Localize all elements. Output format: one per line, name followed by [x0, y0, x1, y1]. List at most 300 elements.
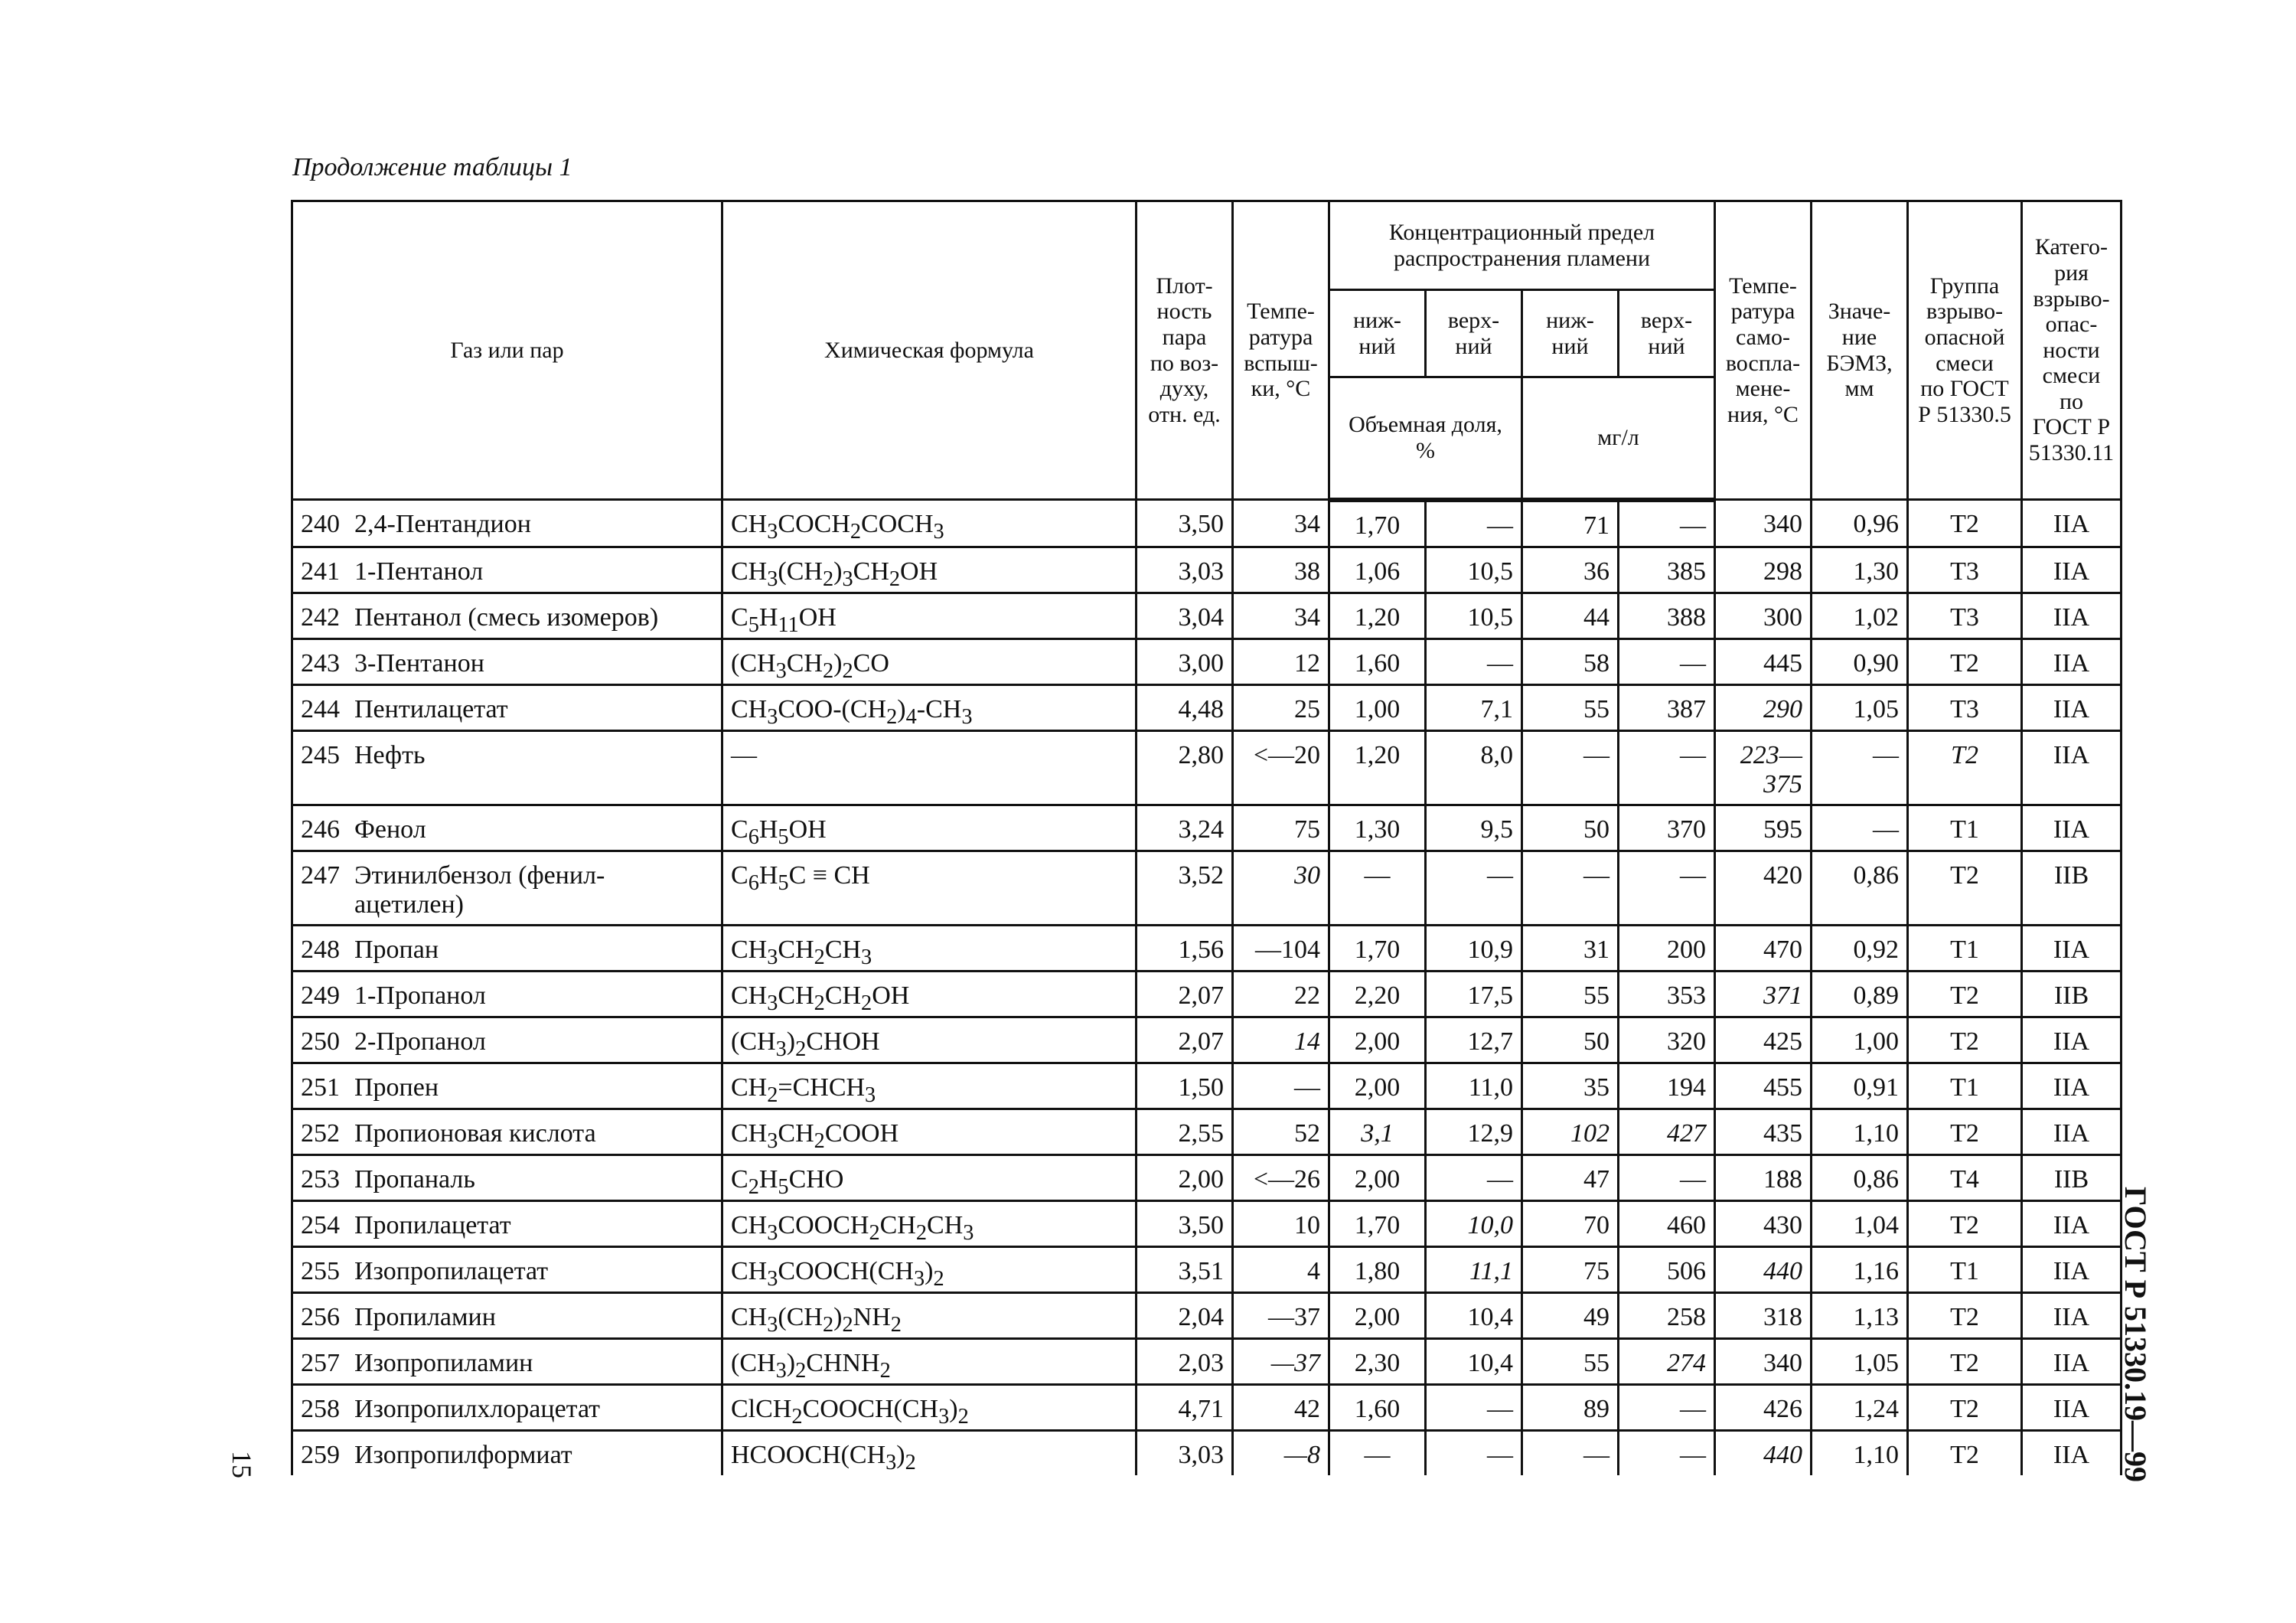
table-row: [292, 638, 2122, 684]
substance-name: Изопропилхлорацетат: [354, 1394, 601, 1423]
substance-name: 1-Пропанол: [354, 981, 486, 1010]
cell-autoignition: 470: [1715, 925, 1812, 971]
cell-flash-point: —104: [1233, 925, 1329, 971]
cell-lower-mgl: 70: [1522, 1200, 1619, 1246]
cell-group: T3: [1908, 547, 2022, 593]
cell-gas-name: [292, 1292, 722, 1338]
cell-flash-point: 34: [1233, 593, 1329, 638]
cell-flash-point: 12: [1233, 638, 1329, 684]
cell-flash-point: 22: [1233, 971, 1329, 1017]
cell-upper-vol: 8,0: [1426, 730, 1522, 805]
cell-flash-point: 38: [1233, 547, 1329, 593]
substance-name: Этинилбензол (фенил- ацетилен): [354, 860, 605, 919]
cell-gas-name: [292, 1200, 722, 1246]
substance-name: Пропаналь: [354, 1164, 475, 1194]
cell-upper-mgl: 200: [1619, 925, 1715, 971]
cell-upper-vol: 10,4: [1426, 1292, 1522, 1338]
row-number: 249: [301, 981, 340, 1010]
cell-formula: $C_6H_5C$ ≡ CH: [722, 851, 1137, 925]
cell-flash-point: 75: [1233, 805, 1329, 851]
cell-autoignition: 440: [1715, 1430, 1812, 1475]
cell-bemz: 0,90: [1812, 638, 1908, 684]
header-formula: Химическая формула: [722, 201, 1137, 500]
cell-lower-vol: —: [1329, 851, 1426, 925]
cell-group: T2: [1908, 1384, 2022, 1430]
cell-upper-vol: —: [1426, 638, 1522, 684]
cell-upper-mgl: —: [1619, 851, 1715, 925]
substance-name: Пропен: [354, 1073, 439, 1102]
cell-lower-vol: —: [1329, 1430, 1426, 1475]
cell-formula: $CH_3CH_2CH_2OH$: [722, 971, 1137, 1017]
cell-lower-mgl: —: [1522, 1430, 1619, 1475]
cell-flash-point: 4: [1233, 1246, 1329, 1292]
header-group: Группа взрыво- опасной смеси по ГОСТ Р 51330.5: [1908, 201, 2022, 500]
cell-bemz: 0,92: [1812, 925, 1908, 971]
cell-density: 3,50: [1137, 1200, 1233, 1246]
cell-bemz: —: [1812, 730, 1908, 805]
cell-lower-vol: 1,80: [1329, 1246, 1426, 1292]
cell-lower-vol: 1,06: [1329, 547, 1426, 593]
cell-gas-name: [292, 547, 722, 593]
header-lower-mgl: ниж- ний: [1522, 290, 1619, 377]
cell-formula: $CH_3CH_2COOH$: [722, 1109, 1137, 1154]
cell-density: 2,07: [1137, 1017, 1233, 1063]
cell-upper-mgl: 387: [1619, 684, 1715, 730]
row-number: 254: [301, 1210, 340, 1239]
cell-upper-mgl: 385: [1619, 547, 1715, 593]
cell-lower-mgl: 47: [1522, 1154, 1619, 1200]
cell-group: T1: [1908, 1063, 2022, 1109]
substance-name: 3-Пентанон: [354, 648, 484, 678]
cell-lower-mgl: 35: [1522, 1063, 1619, 1109]
cell-upper-mgl: 258: [1619, 1292, 1715, 1338]
cell-formula: $C_5H_{11}OH$: [722, 593, 1137, 638]
cell-group: T3: [1908, 593, 2022, 638]
row-number: 257: [301, 1348, 340, 1377]
cell-upper-mgl: 427: [1619, 1109, 1715, 1154]
cell-autoignition: 455: [1715, 1063, 1812, 1109]
cell-group: T2: [1908, 1338, 2022, 1384]
cell-upper-mgl: 460: [1619, 1200, 1715, 1246]
header-gas: Газ или пар: [292, 201, 722, 500]
cell-category: IIA: [2022, 805, 2122, 851]
cell-lower-mgl: 36: [1522, 547, 1619, 593]
cell-density: 3,00: [1137, 638, 1233, 684]
cell-autoignition: 371: [1715, 971, 1812, 1017]
cell-density: 1,56: [1137, 925, 1233, 971]
cell-category: IIA: [2022, 1338, 2122, 1384]
cell-category: IIA: [2022, 1246, 2122, 1292]
cell-bemz: 1,30: [1812, 547, 1908, 593]
cell-formula: $(CH_3CH_2)_2CO$: [722, 638, 1137, 684]
cell-formula: —: [722, 730, 1137, 805]
cell-category: IIA: [2022, 1200, 2122, 1246]
cell-gas-name: [292, 1338, 722, 1384]
cell-upper-vol: 9,5: [1426, 805, 1522, 851]
table-row: [292, 1246, 2122, 1292]
cell-bemz: 0,86: [1812, 1154, 1908, 1200]
substance-name: Изопропилформиат: [354, 1440, 572, 1469]
cell-category: IIB: [2022, 851, 2122, 925]
cell-gas-name: [292, 1154, 722, 1200]
header-concentration-limits: Концентрационный предел распространения пламени: [1329, 201, 1715, 290]
cell-category: IIB: [2022, 1154, 2122, 1200]
cell-autoignition: 340: [1715, 500, 1812, 547]
cell-gas-name: [292, 1063, 722, 1109]
cell-bemz: 0,96: [1812, 500, 1908, 547]
cell-flash-point: 34: [1233, 500, 1329, 547]
cell-lower-mgl: 31: [1522, 925, 1619, 971]
cell-category: IIA: [2022, 547, 2122, 593]
cell-flash-point: 30: [1233, 851, 1329, 925]
cell-category: IIB: [2022, 971, 2122, 1017]
cell-formula: $CH_3COOCH_2CH_2CH_3$: [722, 1200, 1137, 1246]
cell-group: T2: [1908, 971, 2022, 1017]
cell-formula: $HCOOCH(CH_3)_2$: [722, 1430, 1137, 1475]
cell-density: 1,50: [1137, 1063, 1233, 1109]
cell-formula: $CH_3(CH_2)_2NH_2$: [722, 1292, 1137, 1338]
cell-density: 4,48: [1137, 684, 1233, 730]
cell-autoignition: 340: [1715, 1338, 1812, 1384]
header-volume-fraction: Объемная доля, %: [1329, 377, 1522, 500]
row-number: 259: [301, 1440, 340, 1469]
cell-upper-mgl: —: [1619, 1430, 1715, 1475]
cell-lower-vol: 2,00: [1329, 1292, 1426, 1338]
header-upper-vol: верх- ний: [1426, 290, 1522, 377]
table-row: [292, 1017, 2122, 1063]
cell-category: IIA: [2022, 730, 2122, 805]
table-row: [292, 1109, 2122, 1154]
cell-bemz: 1,10: [1812, 1430, 1908, 1475]
cell-flash-point: —37: [1233, 1292, 1329, 1338]
cell-autoignition: 425: [1715, 1017, 1812, 1063]
cell-density: 3,03: [1137, 1430, 1233, 1475]
cell-upper-vol: —: [1426, 1384, 1522, 1430]
cell-formula: $C_6H_5OH$: [722, 805, 1137, 851]
cell-autoignition: 318: [1715, 1292, 1812, 1338]
cell-lower-vol: 2,20: [1329, 971, 1426, 1017]
cell-autoignition: 420: [1715, 851, 1812, 925]
cell-group: T3: [1908, 684, 2022, 730]
cell-category: IIA: [2022, 1292, 2122, 1338]
substance-name: Пентилацетат: [354, 694, 508, 723]
cell-group: T1: [1908, 1246, 2022, 1292]
cell-gas-name: [292, 971, 722, 1017]
cell-upper-mgl: —: [1619, 500, 1715, 547]
cell-bemz: 1,24: [1812, 1384, 1908, 1430]
cell-upper-vol: 10,5: [1426, 547, 1522, 593]
cell-autoignition: 298: [1715, 547, 1812, 593]
cell-density: 2,55: [1137, 1109, 1233, 1154]
row-number: 255: [301, 1256, 340, 1285]
cell-upper-mgl: —: [1619, 1384, 1715, 1430]
cell-gas-name: [292, 593, 722, 638]
cell-lower-vol: 1,20: [1329, 593, 1426, 638]
cell-lower-mgl: 50: [1522, 1017, 1619, 1063]
cell-gas-name: [292, 638, 722, 684]
row-number: 241: [301, 557, 340, 586]
table-row: [292, 1063, 2122, 1109]
substance-name: Пентанол (смесь изомеров): [354, 603, 659, 632]
cell-gas-name: [292, 1109, 722, 1154]
table-row: [292, 851, 2122, 925]
cell-lower-mgl: 49: [1522, 1292, 1619, 1338]
table-row: [292, 1430, 2122, 1475]
cell-group: T2: [1908, 730, 2022, 805]
cell-lower-vol: 1,20: [1329, 730, 1426, 805]
page-number: 15: [227, 1451, 257, 1478]
cell-lower-mgl: —: [1522, 730, 1619, 805]
cell-lower-vol: 1,60: [1329, 1384, 1426, 1430]
substance-name: 2,4-Пентандион: [354, 510, 531, 538]
table-caption: Продолжение таблицы 1: [292, 153, 572, 181]
table-row: [292, 1154, 2122, 1200]
row-number: 250: [301, 1027, 340, 1056]
cell-flash-point: —: [1233, 1063, 1329, 1109]
cell-gas-name: [292, 1017, 722, 1063]
cell-density: 3,51: [1137, 1246, 1233, 1292]
cell-gas-name: [292, 1384, 722, 1430]
cell-upper-vol: —: [1426, 851, 1522, 925]
cell-lower-mgl: 55: [1522, 684, 1619, 730]
cell-lower-vol: 3,1: [1329, 1109, 1426, 1154]
cell-bemz: 1,05: [1812, 684, 1908, 730]
cell-lower-mgl: 89: [1522, 1384, 1619, 1430]
cell-formula: $CH_2=CHCH_3$: [722, 1063, 1137, 1109]
cell-autoignition: 435: [1715, 1109, 1812, 1154]
cell-formula: $CH_3(CH_2)_3CH_2OH$: [722, 547, 1137, 593]
cell-flash-point: <—26: [1233, 1154, 1329, 1200]
substance-name: Изопропиламин: [354, 1348, 533, 1377]
cell-bemz: 0,91: [1812, 1063, 1908, 1109]
cell-lower-mgl: 44: [1522, 593, 1619, 638]
row-number: 258: [301, 1394, 340, 1423]
cell-density: 3,50: [1137, 500, 1233, 547]
cell-group: T2: [1908, 638, 2022, 684]
standard-label: ГОСТ Р 51330.19—99: [2118, 1187, 2153, 1483]
cell-group: T2: [1908, 1430, 2022, 1475]
cell-flash-point: 10: [1233, 1200, 1329, 1246]
cell-upper-mgl: 320: [1619, 1017, 1715, 1063]
cell-upper-mgl: 353: [1619, 971, 1715, 1017]
table-row: [292, 1200, 2122, 1246]
substance-name: Фенол: [354, 815, 426, 844]
cell-density: 3,03: [1137, 547, 1233, 593]
cell-upper-vol: 11,0: [1426, 1063, 1522, 1109]
cell-flash-point: 14: [1233, 1017, 1329, 1063]
table-row: [292, 1338, 2122, 1384]
substance-name: Изопропилацетат: [354, 1256, 549, 1285]
cell-group: T2: [1908, 1200, 2022, 1246]
table-row: [292, 925, 2122, 971]
cell-category: IIA: [2022, 1063, 2122, 1109]
table-row: [292, 684, 2122, 730]
cell-upper-vol: 10,4: [1426, 1338, 1522, 1384]
cell-upper-vol: —: [1426, 500, 1522, 547]
cell-gas-name: [292, 730, 722, 805]
cell-flash-point: —37: [1233, 1338, 1329, 1384]
row-number: 247: [301, 860, 340, 890]
substance-name: Нефть: [354, 740, 426, 769]
cell-gas-name: [292, 1430, 722, 1475]
cell-upper-mgl: —: [1619, 730, 1715, 805]
cell-lower-mgl: 71: [1522, 500, 1619, 547]
cell-formula: $CH_3COO-(CH_2)_4-CH_3$: [722, 684, 1137, 730]
substance-name: Пропилацетат: [354, 1210, 511, 1239]
cell-upper-vol: 12,9: [1426, 1109, 1522, 1154]
cell-lower-mgl: 102: [1522, 1109, 1619, 1154]
table-row: [292, 805, 2122, 851]
cell-upper-mgl: —: [1619, 1154, 1715, 1200]
cell-formula: $(CH_3)_2CHNH_2$: [722, 1338, 1137, 1384]
header-category: Катего- рия взрыво- опас- ности смеси по ГОСТ Р 51330.11: [2022, 201, 2122, 500]
cell-formula: $CH_3COOCH(CH_3)_2$: [722, 1246, 1137, 1292]
cell-autoignition: 595: [1715, 805, 1812, 851]
table-row: [292, 730, 2122, 805]
header-bemz: Значе- ние БЭМЗ, мм: [1812, 201, 1908, 500]
table-row: [292, 593, 2122, 638]
cell-upper-mgl: 274: [1619, 1338, 1715, 1384]
cell-upper-vol: 10,5: [1426, 593, 1522, 638]
table-row: [292, 971, 2122, 1017]
substance-name: 1-Пентанол: [354, 557, 484, 586]
cell-group: T2: [1908, 500, 2022, 547]
cell-lower-mgl: 50: [1522, 805, 1619, 851]
cell-bemz: 1,00: [1812, 1017, 1908, 1063]
cell-density: 3,24: [1137, 805, 1233, 851]
cell-formula: $ClCH_2COOCH(CH_3)_2$: [722, 1384, 1137, 1430]
cell-autoignition: 290: [1715, 684, 1812, 730]
cell-flash-point: —8: [1233, 1430, 1329, 1475]
row-number: 245: [301, 740, 340, 769]
cell-lower-vol: 2,30: [1329, 1338, 1426, 1384]
cell-bemz: 1,02: [1812, 593, 1908, 638]
cell-formula: $C_2H_5CHO$: [722, 1154, 1137, 1200]
cell-density: 2,04: [1137, 1292, 1233, 1338]
cell-flash-point: 25: [1233, 684, 1329, 730]
cell-category: IIA: [2022, 593, 2122, 638]
cell-gas-name: [292, 1246, 722, 1292]
cell-flash-point: 52: [1233, 1109, 1329, 1154]
cell-upper-mgl: —: [1619, 638, 1715, 684]
table-row: [292, 500, 2122, 547]
cell-group: T4: [1908, 1154, 2022, 1200]
cell-autoignition: 188: [1715, 1154, 1812, 1200]
cell-density: 2,07: [1137, 971, 1233, 1017]
table-body: [292, 500, 2122, 1476]
cell-autoignition: 440: [1715, 1246, 1812, 1292]
header-lower-vol: ниж- ний: [1329, 290, 1426, 377]
cell-autoignition: 426: [1715, 1384, 1812, 1430]
cell-lower-mgl: 58: [1522, 638, 1619, 684]
cell-autoignition: 223— 375: [1715, 730, 1812, 805]
cell-upper-vol: 11,1: [1426, 1246, 1522, 1292]
cell-group: T2: [1908, 1292, 2022, 1338]
cell-density: 3,52: [1137, 851, 1233, 925]
cell-category: IIA: [2022, 1109, 2122, 1154]
cell-category: IIA: [2022, 638, 2122, 684]
cell-autoignition: 430: [1715, 1200, 1812, 1246]
cell-group: T1: [1908, 925, 2022, 971]
cell-formula: $(CH_3)_2CHOH$: [722, 1017, 1137, 1063]
cell-lower-vol: 1,30: [1329, 805, 1426, 851]
cell-upper-vol: 7,1: [1426, 684, 1522, 730]
row-number: 243: [301, 648, 340, 678]
row-number: 240: [301, 510, 340, 538]
cell-bemz: 1,16: [1812, 1246, 1908, 1292]
cell-lower-vol: 1,70: [1329, 500, 1426, 547]
cell-formula: $CH_3CH_2CH_3$: [722, 925, 1137, 971]
cell-bemz: 0,86: [1812, 851, 1908, 925]
cell-autoignition: 300: [1715, 593, 1812, 638]
cell-formula: $CH_3COCH_2COCH_3$: [722, 500, 1137, 547]
cell-flash-point: <—20: [1233, 730, 1329, 805]
row-number: 246: [301, 815, 340, 844]
cell-group: T2: [1908, 1017, 2022, 1063]
cell-upper-mgl: 370: [1619, 805, 1715, 851]
cell-density: 3,04: [1137, 593, 1233, 638]
cell-upper-vol: 10,0: [1426, 1200, 1522, 1246]
cell-category: IIA: [2022, 1430, 2122, 1475]
cell-density: 2,03: [1137, 1338, 1233, 1384]
table-row: [292, 1292, 2122, 1338]
cell-lower-vol: 1,00: [1329, 684, 1426, 730]
cell-density: 2,80: [1137, 730, 1233, 805]
cell-group: T2: [1908, 851, 2022, 925]
cell-category: IIA: [2022, 925, 2122, 971]
cell-lower-mgl: 55: [1522, 971, 1619, 1017]
table-row: [292, 1384, 2122, 1430]
cell-lower-vol: 2,00: [1329, 1154, 1426, 1200]
cell-bemz: 1,13: [1812, 1292, 1908, 1338]
cell-lower-mgl: 75: [1522, 1246, 1619, 1292]
table-row: [292, 547, 2122, 593]
cell-category: IIA: [2022, 1384, 2122, 1430]
cell-category: IIA: [2022, 684, 2122, 730]
row-number: 252: [301, 1118, 340, 1148]
cell-upper-mgl: 506: [1619, 1246, 1715, 1292]
cell-bemz: —: [1812, 805, 1908, 851]
cell-upper-mgl: 388: [1619, 593, 1715, 638]
cell-lower-mgl: —: [1522, 851, 1619, 925]
cell-gas-name: [292, 805, 722, 851]
cell-upper-mgl: 194: [1619, 1063, 1715, 1109]
row-number: 253: [301, 1164, 340, 1194]
cell-lower-vol: 2,00: [1329, 1017, 1426, 1063]
row-number: 256: [301, 1302, 340, 1331]
cell-bemz: 1,05: [1812, 1338, 1908, 1384]
cell-gas-name: [292, 684, 722, 730]
row-number: 244: [301, 694, 340, 723]
cell-density: 4,71: [1137, 1384, 1233, 1430]
table-header: [292, 201, 2122, 500]
cell-lower-mgl: 55: [1522, 1338, 1619, 1384]
cell-upper-vol: —: [1426, 1154, 1522, 1200]
substance-name: Пропионовая кислота: [354, 1118, 596, 1148]
cell-autoignition: 445: [1715, 638, 1812, 684]
cell-bemz: 0,89: [1812, 971, 1908, 1017]
row-number: 248: [301, 935, 340, 964]
cell-gas-name: [292, 500, 722, 547]
cell-upper-vol: 17,5: [1426, 971, 1522, 1017]
header-autoignition: Темпе- ратура само- воспла- мене- ния, °С: [1715, 201, 1812, 500]
cell-upper-vol: —: [1426, 1430, 1522, 1475]
cell-group: T1: [1908, 805, 2022, 851]
cell-flash-point: 42: [1233, 1384, 1329, 1430]
cell-gas-name: [292, 851, 722, 925]
header-density: Плот- ность пара по воз- духу, отн. ед.: [1137, 201, 1233, 500]
cell-bemz: 1,10: [1812, 1109, 1908, 1154]
